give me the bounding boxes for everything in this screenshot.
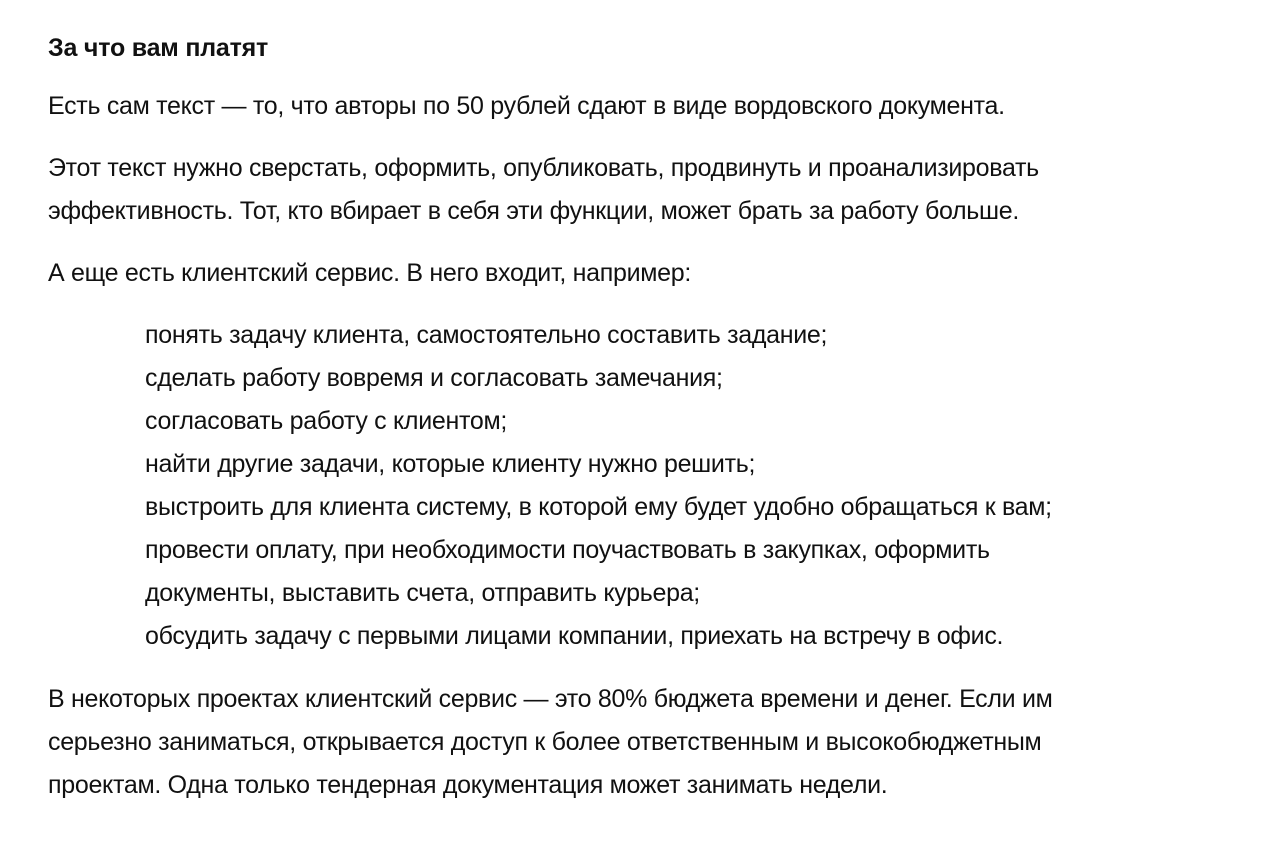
list-item: выстроить для клиента систему, в которой ему будет удобно обращаться к вам; <box>145 493 1052 521</box>
list-item: согласовать работу с клиентом; <box>145 407 507 435</box>
list-item: найти другие задачи, которые клиенту нужно решить; <box>145 450 756 478</box>
paragraph-client-service-intro: А еще есть клиентский сервис. В него входит, например: <box>48 259 691 287</box>
list-item: обсудить задачу с первыми лицами компании, приехать на встречу в офис. <box>145 622 1004 650</box>
paragraph-text-functions: Этот текст нужно сверстать, оформить, опубликовать, продвинуть и проанализировать эффективность. Тот, кто вбирает в себя эти функции, может брать за работу больше. <box>48 154 1039 225</box>
paragraph-text-source: Есть сам текст — то, что авторы по 50 рублей сдают в виде вордовского документа. <box>48 92 1005 120</box>
list-item: сделать работу вовремя и согласовать замечания; <box>145 364 723 392</box>
list-item: понять задачу клиента, самостоятельно составить задание; <box>145 321 828 349</box>
paragraph-closing: В некоторых проектах клиентский сервис — это 80% бюджета времени и денег. Если им серьезно заниматься, открывается доступ к более ответственным и высокобюджетным проектам. Одна только тендерная документация может занимать недели. <box>48 685 1053 799</box>
client-service-list <box>48 314 1240 658</box>
section-heading: За что вам платят <box>48 34 269 62</box>
list-item: провести оплату, при необходимости поучаствовать в закупках, оформить документы, выставить счета, отправить курьера; <box>145 536 990 607</box>
